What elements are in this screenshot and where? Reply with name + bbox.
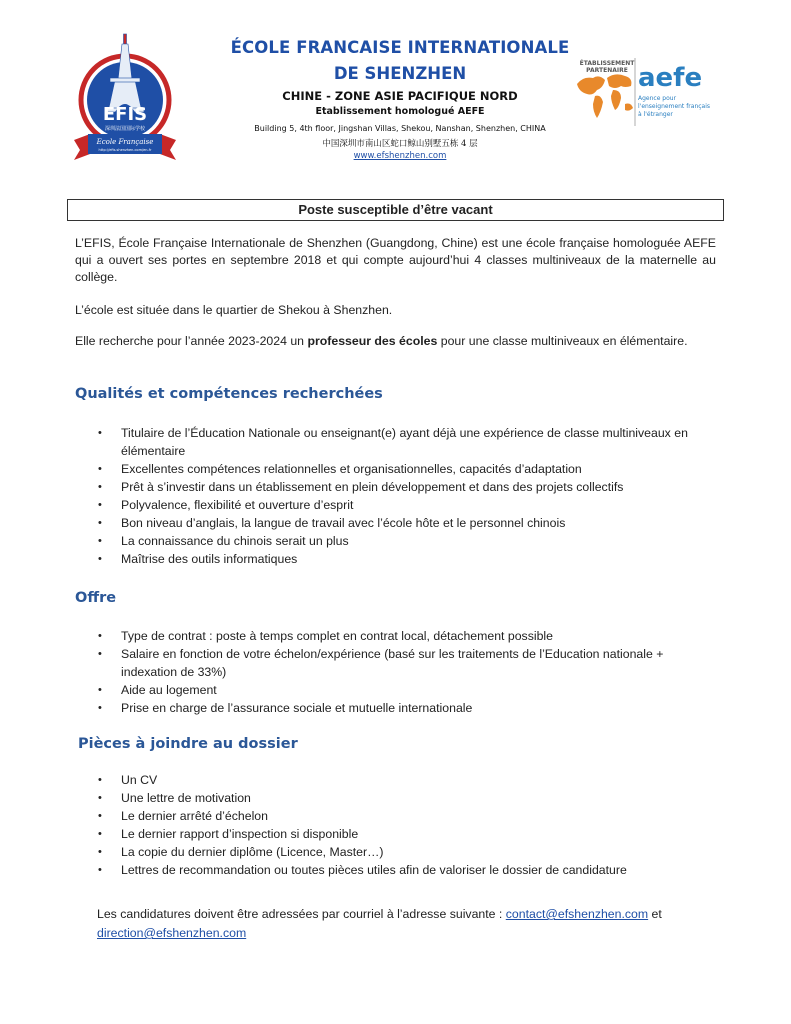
list-item: • Prise en charge de l’assurance sociale et mutuelle internationale: [98, 699, 718, 717]
list-item: • Titulaire de l’Éducation Nationale ou enseignant(e) ayant déjà une expérience de classe multiniveaux en élémentaire: [98, 424, 718, 460]
aefe-agency-line3: à l'étranger: [638, 111, 673, 118]
intro-paragraph-3: [75, 333, 716, 350]
job-title-bold: professeur des écoles: [307, 334, 438, 348]
efis-logo: [70, 28, 180, 168]
aefe-agency-line1: Agence pour: [638, 95, 677, 102]
list-item: • La connaissance du chinois serait un plus: [98, 532, 718, 550]
list-item: • Aide au logement: [98, 681, 718, 699]
list-item: • Bon niveau d’anglais, la langue de travail avec l’école hôte et le personnel chinois: [98, 514, 718, 532]
intro-p3-before: Elle recherche pour l’année 2023-2024 un: [75, 334, 308, 348]
list-item: • Polyvalence, flexibilité et ouverture d’esprit: [98, 496, 718, 514]
offer-list: [98, 627, 718, 717]
efis-ribbon-text: Ecole Française: [96, 138, 154, 146]
efis-ribbon-url: http://efis.shenzhen.com/en-fr: [98, 148, 152, 152]
list-item: • Prêt à s’investir dans un établissement en plein développement et dans des projets collectifs: [98, 478, 718, 496]
aefe-agency-line2: l'enseignement français: [638, 103, 711, 110]
documents-list: [98, 771, 718, 879]
efis-logo-text: EFIS: [102, 104, 148, 125]
aefe-tag-line2: PARTENAIRE: [586, 67, 628, 74]
list-item: • Le dernier rapport d’inspection si disponible: [98, 825, 718, 843]
contact-email-link[interactable]: contact@efshenzhen.com: [505, 907, 649, 921]
aefe-logo: [575, 56, 725, 131]
list-item: • Excellentes compétences relationnelles et organisationnelles, capacités d’adaptation: [98, 460, 718, 478]
school-name-line1: ÉCOLE FRANCAISE INTERNATIONALE: [230, 38, 570, 57]
aefe-tag-line1: ÉTABLISSEMENT: [579, 60, 635, 67]
efis-logo-cn-text: 深圳法国国际学校: [104, 126, 146, 132]
direction-email-link[interactable]: direction@efshenzhen.com: [97, 926, 247, 940]
qualities-list: [98, 424, 718, 568]
application-instructions: [97, 905, 727, 943]
intro-p3-after: pour une classe multiniveaux en élémentaire.: [437, 334, 688, 348]
aefe-wordmark: aefe: [638, 63, 703, 93]
job-status-title: Poste susceptible d’être vacant: [67, 199, 724, 221]
website-link[interactable]: www.efshenzhen.com: [353, 151, 447, 161]
list-item: • Une lettre de motivation: [98, 789, 718, 807]
address-chinese: 中国深圳市南山区蛇口鲸山别墅五栋 4 层: [322, 139, 478, 149]
region-label: CHINE - ZONE ASIE PACIFIQUE NORD: [282, 89, 518, 103]
list-item: • La copie du dernier diplôme (Licence, Master…): [98, 843, 718, 861]
footer-text-before: Les candidatures doivent être adressées par courriel à l’adresse suivante :: [97, 907, 506, 921]
intro-paragraph-2: L’école est située dans le quartier de Shekou à Shenzhen.: [75, 303, 393, 317]
list-item: • Le dernier arrêté d’échelon: [98, 807, 718, 825]
list-item: • Type de contrat : poste à temps complet en contrat local, détachement possible: [98, 627, 718, 645]
list-item: • Lettres de recommandation ou toutes pièces utiles afin de valoriser le dossier de candidature: [98, 861, 718, 879]
heading-qualities: Qualités et compétences recherchées: [75, 386, 383, 402]
address-english: Building 5, 4th floor, Jingshan Villas, Shekou, Nanshan, Shenzhen, CHINA: [254, 124, 546, 133]
heading-documents: Pièces à joindre au dossier: [78, 736, 298, 752]
list-item: • Maîtrise des outils informatiques: [98, 550, 718, 568]
homologation-label: Etablissement homologué AEFE: [315, 106, 485, 117]
list-item: • Salaire en fonction de votre échelon/expérience (basé sur les traitements de l’Education nationale + indexation de 33%): [98, 645, 718, 681]
heading-offer: Offre: [75, 590, 117, 606]
intro-paragraph-1: L’EFIS, École Française Internationale de Shenzhen (Guangdong, Chine) est une école française homologuée AEFE qui a ouvert ses portes en septembre 2018 et qui compte aujourd’hui 4 classes multiniveaux de la maternelle au collège.: [75, 236, 716, 284]
school-name-line2: DE SHENZHEN: [333, 64, 467, 83]
list-item: • Un CV: [98, 771, 718, 789]
footer-text-middle: et: [648, 907, 662, 921]
